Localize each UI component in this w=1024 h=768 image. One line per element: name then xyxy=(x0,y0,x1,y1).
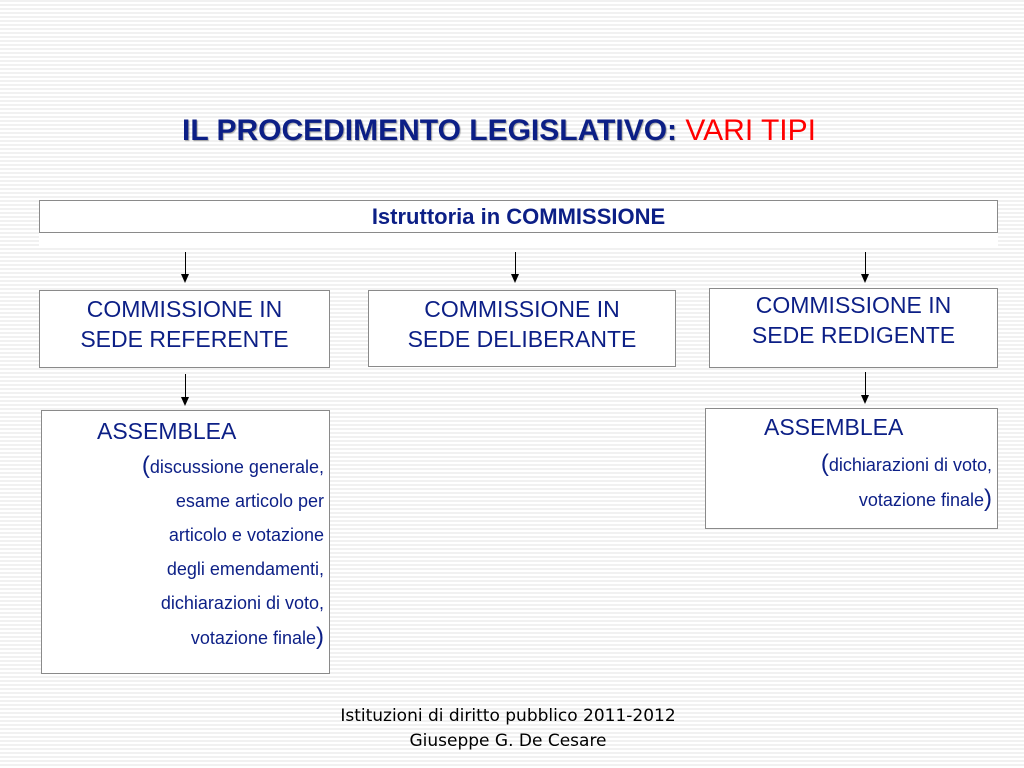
assembly-left-close-paren: ) xyxy=(316,623,324,650)
assembly-left-title: ASSEMBLEA xyxy=(97,418,237,444)
commission-referente-box xyxy=(39,290,330,368)
assembly-left-line: articolo e votazione xyxy=(168,525,324,545)
commission-deliberante-line1: COMMISSIONE IN xyxy=(424,296,620,322)
assembly-right-box xyxy=(705,408,998,529)
assembly-left-line: discussione generale, xyxy=(149,457,324,477)
arrow-down-icon xyxy=(510,252,521,283)
arrow-down-icon xyxy=(860,252,871,283)
footer-course: Istituzioni di diritto pubblico 2011-2012 xyxy=(340,706,676,726)
assembly-right-line: votazione finale xyxy=(858,490,984,510)
commission-referente-line1: COMMISSIONE IN xyxy=(86,296,283,322)
arrow-down-icon xyxy=(180,374,191,406)
assembly-left-box xyxy=(41,410,330,674)
title-accent: VARI TIPI xyxy=(685,114,816,147)
assembly-right-details xyxy=(706,447,992,517)
commission-deliberante-line2: SEDE DELIBERANTE xyxy=(407,326,637,352)
commission-referente-line2: SEDE REFERENTE xyxy=(80,326,289,352)
assembly-left-open-paren: ( xyxy=(141,452,150,479)
commission-redigente-line2: SEDE REDIGENTE xyxy=(751,322,956,348)
assembly-left-details xyxy=(42,449,324,655)
commission-redigente-box xyxy=(709,288,998,368)
istruttoria-label: Istruttoria in COMMISSIONE xyxy=(371,204,666,229)
assembly-right-line: dichiarazioni di voto, xyxy=(828,455,992,475)
slide-title xyxy=(182,114,942,148)
assembly-left-line: votazione finale xyxy=(190,628,316,648)
assembly-right-close-paren: ) xyxy=(984,485,992,512)
assembly-right-open-paren: ( xyxy=(820,450,829,477)
footer-author: Giuseppe G. De Cesare xyxy=(409,731,607,751)
istruttoria-box xyxy=(39,200,998,233)
assembly-left-line: esame articolo per xyxy=(175,491,324,511)
arrow-down-icon xyxy=(860,372,871,404)
assembly-left-line: dichiarazioni di voto, xyxy=(160,593,324,613)
assembly-right-title: ASSEMBLEA xyxy=(764,414,904,440)
commission-deliberante-box xyxy=(368,290,676,367)
arrow-down-icon xyxy=(180,252,191,283)
istruttoria-strip xyxy=(39,233,998,247)
commission-redigente-line1: COMMISSIONE IN xyxy=(755,292,952,318)
title-main: IL PROCEDIMENTO LEGISLATIVO: xyxy=(182,114,678,147)
assembly-left-line: degli emendamenti, xyxy=(166,559,324,579)
slide-footer xyxy=(250,704,766,754)
